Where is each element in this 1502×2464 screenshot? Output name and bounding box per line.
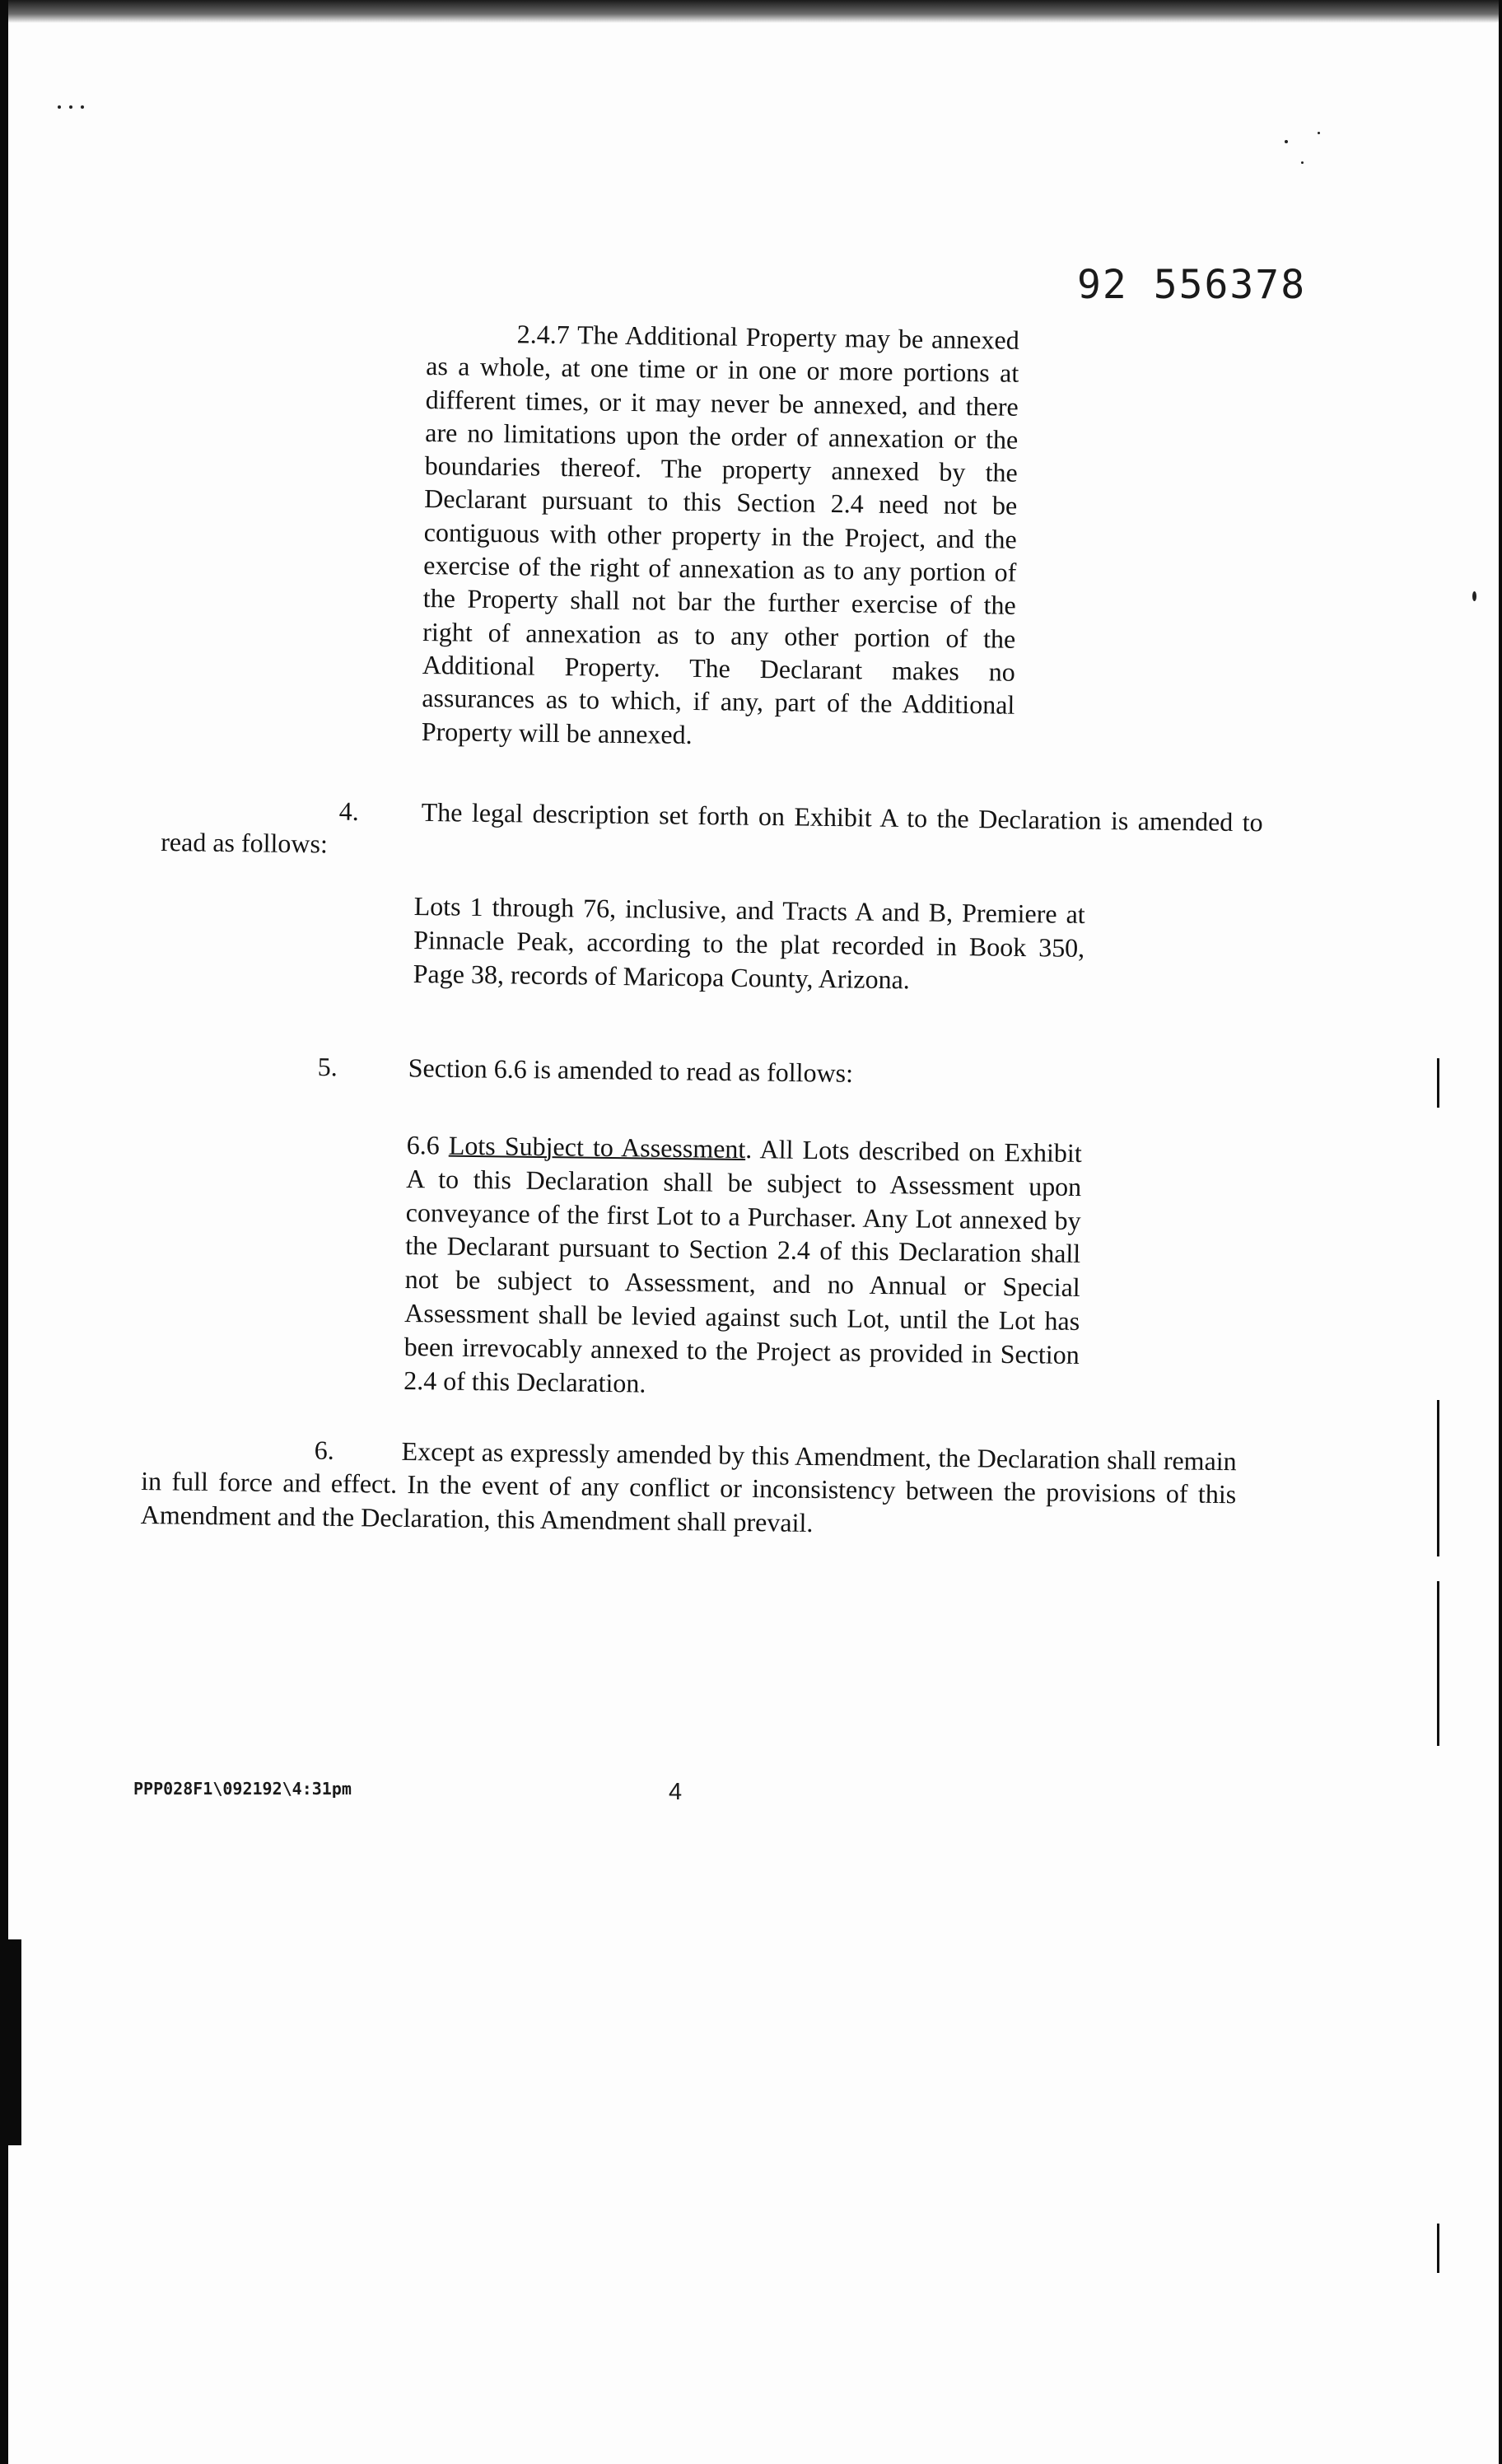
section-6-6-heading: Lots Subject to Assessment — [448, 1130, 746, 1164]
footer-file-id: PPP028F1\092192\4:31pm — [133, 1779, 352, 1799]
section-6-6-quote — [403, 1128, 1082, 1405]
scan-speck — [1472, 591, 1476, 601]
scan-left-shadow — [0, 1939, 21, 2145]
scan-top-edge — [0, 0, 1502, 23]
scan-speck — [58, 105, 61, 109]
item-4-paragraph — [161, 792, 1263, 872]
margin-mark — [1437, 1058, 1439, 1108]
item-4-number: 4. — [338, 796, 359, 826]
item-4-text: The legal description set forth on Exhibit A to the Declaration is amended to read as follows: — [161, 796, 1263, 859]
item-6-paragraph — [141, 1431, 1237, 1544]
item-5-number: 5. — [317, 1051, 338, 1082]
page-number: 4 — [669, 1779, 683, 1805]
margin-mark — [1437, 2224, 1439, 2273]
item-5-paragraph — [318, 1050, 1059, 1092]
item-6-number: 6. — [314, 1435, 334, 1465]
scan-speck — [1285, 140, 1288, 143]
scan-speck — [1318, 132, 1320, 134]
section-6-6-text: . All Lots described on Exhibit A to this Declaration shall be subject to Assessment upon conveyance of the first Lot to a Purchaser. Any Lot annexed by the Declarant pursuant to Section 2.4 of this Declaration shall not be subject to Assessment, and no Annual or Special Assessment shall be levied against such Lot, until the Lot has been irrevocably annexed to the Project as provided in Section 2.4 of this Declaration. — [403, 1134, 1082, 1398]
item-5-text: Section 6.6 is amended to read as follows: — [408, 1052, 854, 1088]
recording-number: 92 556378 — [1077, 262, 1307, 308]
item-6-text: Except as expressly amended by this Amendment, the Declaration shall remain in full force and effect. In the event of any conflict or inconsistency between the provisions of this Amendment and the Declaration, this Amendment shall prevail. — [140, 1435, 1237, 1538]
section-6-6-number: 6.6 — [406, 1129, 440, 1160]
legal-description-quote: Lots 1 through 76, inclusive, and Tracts A and B, Premiere at Pinnacle Peak, according to the plat recorded in Book 350, Page 38, records of Maricopa County, Arizona. — [413, 890, 1085, 994]
section-2-4-7: 2.4.7 The Additional Property may be annexed as a whole, at one time or in one or more portions at different times, or it may never be annexed, and there are no limitations upon the order of annexation or the boundaries thereof. The property annexed by the Declarant pursuant to this Section 2.4 need not be contiguous with other property in the Project, and the exercise of the right of annexation as to any portion of the Property shall not bar the further exercise of the right of annexation as to any other portion of the Additional Property. The Declarant makes no assurances as to which, if any, part of the Additional Property will be annexed. — [421, 319, 1019, 749]
scan-speck — [1301, 161, 1304, 164]
scan-right-edge — [1499, 0, 1502, 2464]
margin-mark — [1437, 1400, 1439, 1556]
scan-speck — [69, 105, 72, 109]
margin-mark — [1437, 1581, 1439, 1746]
scan-speck — [81, 105, 84, 109]
